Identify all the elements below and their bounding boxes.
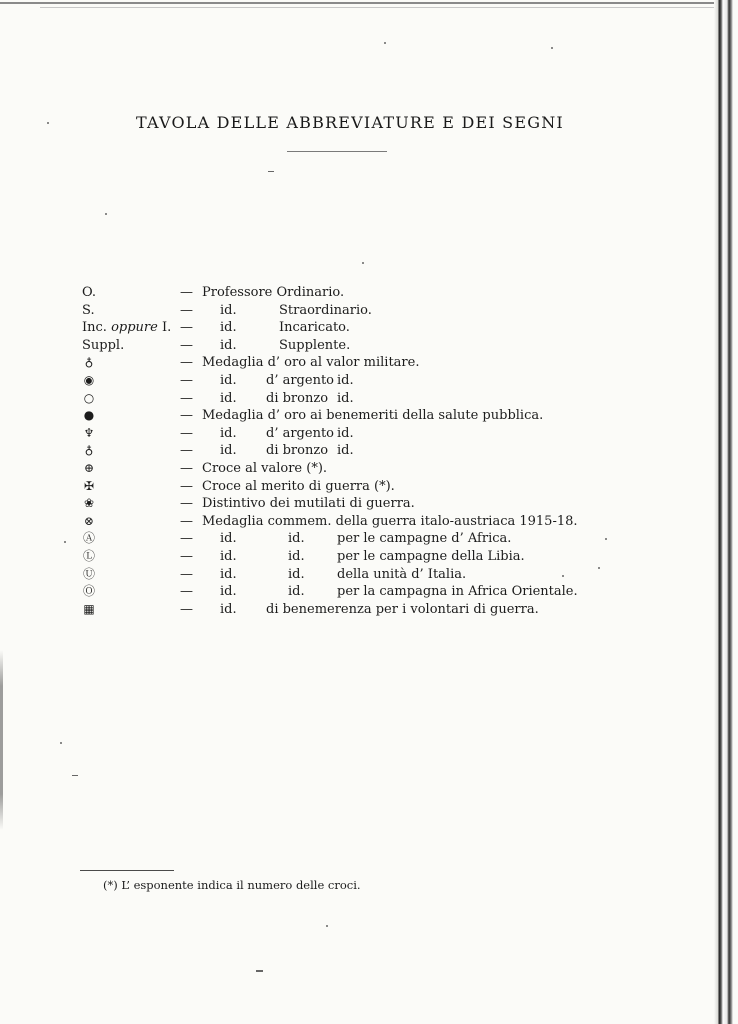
abbreviation-dash: — — [180, 355, 193, 371]
print-speck — [268, 171, 274, 172]
page-top-border — [0, 2, 715, 4]
abbreviation-meaning: di bronzo — [266, 443, 329, 459]
abbreviation-row — [80, 407, 640, 425]
abbreviation-meaning: Medaglia d’ oro ai benemeriti della salute pubblica. — [202, 408, 544, 424]
abbreviation-meaning: per la campagna in Africa Orientale. — [337, 584, 578, 600]
abbreviation-meaning: Croce al merito di guerra (*). — [202, 478, 395, 494]
abbreviation-idem: id. — [337, 372, 354, 388]
abbreviation-meaning: Professore Ordinario. — [202, 285, 345, 300]
abbreviation-dash: — — [180, 302, 193, 318]
print-speck — [256, 970, 263, 972]
abbreviation-symbol: Suppl. — [82, 337, 125, 353]
abbreviation-dash: — — [180, 337, 193, 353]
page-binding-edge — [714, 0, 738, 1024]
print-speck — [64, 541, 66, 543]
bronze-military-medal-icon: ○ — [83, 390, 95, 405]
war-merit-cross-icon: ✠ — [83, 478, 95, 493]
print-speck — [362, 262, 364, 264]
gold-military-medal-icon: ♁ — [84, 355, 94, 370]
abbreviation-dash: — — [180, 285, 193, 300]
abbreviation-meaning: per le campagne d’ Africa. — [337, 531, 512, 547]
abbreviation-dash: — — [180, 548, 193, 564]
abbreviation-idem: id. — [220, 601, 237, 617]
abbreviation-meaning: Distintivo dei mutilati di guerra. — [202, 496, 415, 512]
abbreviation-meaning: della unità d’ Italia. — [337, 566, 467, 582]
abbreviation-idem: id. — [288, 584, 305, 600]
abbreviation-idem: id. — [220, 584, 237, 600]
libya-campaign-medal-icon: Ⓛ — [82, 548, 95, 563]
abbreviation-row — [80, 302, 640, 320]
page-top-border-inner — [40, 7, 715, 8]
abbreviation-meaning: di benemerenza per i volontari di guerra. — [266, 601, 539, 617]
abbreviation-dash: — — [180, 566, 193, 582]
italo-austrian-war-medal-icon: ⊗ — [83, 513, 95, 528]
abbreviation-symbol — [82, 319, 171, 337]
abbreviation-row — [80, 478, 640, 496]
abbreviation-row — [80, 284, 640, 302]
abbreviation-dash: — — [180, 478, 193, 494]
abbreviation-row — [80, 442, 640, 460]
italian-unity-medal-icon: Ⓤ — [82, 566, 95, 581]
abbreviation-row — [80, 601, 640, 619]
abbreviation-dash: — — [180, 584, 193, 600]
print-speck — [105, 213, 107, 215]
abbreviation-row — [80, 425, 640, 443]
abbreviation-idem: id. — [288, 548, 305, 564]
abbreviation-dash: — — [180, 460, 193, 476]
abbreviation-idem: id. — [337, 443, 354, 459]
abbreviation-dash: — — [180, 425, 193, 441]
print-speck — [72, 775, 78, 776]
abbreviation-dash: — — [180, 390, 193, 406]
abbreviation-dash: — — [180, 443, 193, 459]
abbreviation-dash: — — [180, 408, 193, 424]
abbreviation-row — [80, 530, 640, 548]
abbreviation-symbol: O. — [82, 285, 97, 300]
title-underline-rule — [287, 151, 387, 152]
bronze-public-health-medal-icon: ♁ — [84, 443, 94, 458]
abbreviation-dash: — — [180, 513, 193, 529]
abbreviation-meaning: Croce al valore (*). — [202, 460, 328, 476]
print-speck — [47, 122, 49, 124]
abbreviation-meaning: Incaricato. — [279, 320, 350, 336]
africa-campaign-medal-icon: Ⓐ — [82, 531, 95, 546]
abbreviation-symbol: S. — [82, 302, 95, 318]
abbreviation-idem: id. — [220, 302, 237, 318]
abbreviation-symbol-part: Inc. — [82, 320, 112, 336]
print-speck — [562, 575, 564, 577]
abbreviation-idem: id. — [288, 531, 305, 547]
abbreviation-idem: id. — [220, 566, 237, 582]
print-speck — [605, 538, 607, 540]
abbreviation-list — [80, 284, 640, 618]
silver-military-medal-icon: ◉ — [83, 372, 95, 387]
abbreviation-idem: id. — [220, 372, 237, 388]
abbreviation-idem: id. — [220, 548, 237, 564]
abbreviation-row — [80, 513, 640, 531]
abbreviation-row — [80, 354, 640, 372]
abbreviation-row — [80, 337, 640, 355]
east-africa-campaign-medal-icon: Ⓞ — [82, 584, 95, 599]
print-speck — [551, 47, 553, 49]
print-speck — [60, 742, 62, 744]
abbreviation-meaning: Supplente. — [279, 337, 351, 353]
abbreviation-idem: id. — [337, 390, 354, 406]
abbreviation-row — [80, 548, 640, 566]
war-volunteers-medal-icon: ▦ — [83, 601, 95, 616]
abbreviation-idem: id. — [220, 390, 237, 406]
abbreviation-row — [80, 319, 640, 337]
abbreviation-dash: — — [180, 601, 193, 617]
abbreviation-meaning: Medaglia commem. della guerra italo-austriaca 1915-18. — [202, 513, 578, 529]
print-speck — [598, 567, 600, 569]
abbreviation-idem: id. — [220, 425, 237, 441]
abbreviation-row — [80, 460, 640, 478]
valor-cross-icon: ⊕ — [83, 460, 95, 475]
abbreviation-row — [80, 583, 640, 601]
print-speck — [384, 42, 386, 44]
abbreviation-idem: id. — [220, 337, 237, 353]
abbreviation-row — [80, 390, 640, 408]
abbreviation-meaning: Medaglia d’ oro al valor militare. — [202, 355, 420, 371]
abbreviation-dash: — — [180, 531, 193, 547]
gold-public-health-medal-icon: ● — [83, 408, 95, 423]
abbreviation-dash: — — [180, 320, 193, 336]
abbreviation-symbol-italic: oppure — [111, 320, 158, 336]
abbreviation-meaning: d’ argento — [266, 372, 334, 388]
abbreviation-meaning: Straordinario. — [279, 302, 372, 318]
footnote: (*) L’ esponente indica il numero delle croci. — [103, 878, 361, 892]
abbreviation-dash: — — [180, 372, 193, 388]
abbreviation-row — [80, 566, 640, 584]
abbreviation-idem: id. — [220, 531, 237, 547]
abbreviation-symbol-part: I. — [157, 320, 172, 336]
page-left-shadow — [0, 650, 3, 830]
abbreviation-idem: id. — [337, 425, 354, 441]
silver-public-health-medal-icon: ♆ — [83, 425, 95, 440]
abbreviation-idem: id. — [288, 566, 305, 582]
abbreviation-idem: id. — [220, 320, 237, 336]
abbreviation-meaning: di bronzo — [266, 390, 329, 406]
print-speck — [326, 925, 328, 927]
abbreviation-meaning: per le campagne della Libia. — [337, 548, 525, 564]
page-title: TAVOLA DELLE ABBREVIATURE E DEI SEGNI — [136, 113, 564, 132]
abbreviation-row — [80, 372, 640, 390]
war-disabled-badge-icon: ❀ — [83, 496, 95, 511]
footnote-rule — [80, 870, 174, 871]
abbreviation-idem: id. — [220, 443, 237, 459]
abbreviation-dash: — — [180, 496, 193, 512]
abbreviation-meaning: d’ argento — [266, 425, 334, 441]
abbreviation-row — [80, 495, 640, 513]
